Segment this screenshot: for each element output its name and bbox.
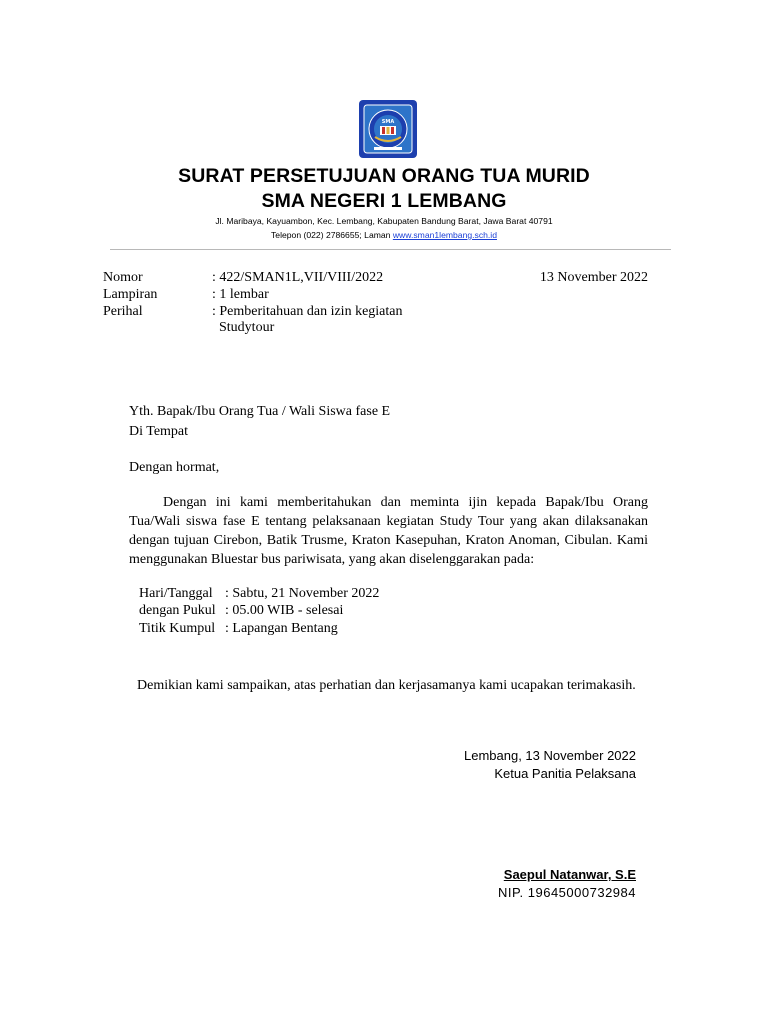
- detail-value: : 05.00 WIB - selesai: [225, 603, 344, 618]
- perihal-label: Perihal: [103, 304, 143, 319]
- letter-date: 13 November 2022: [539, 270, 648, 285]
- perihal-value-cont: Studytour: [219, 320, 275, 335]
- detail-label: Titik Kumpul: [139, 621, 216, 636]
- nomor-value: : 422/SMAN1L,VII/VIII/2022: [212, 270, 384, 285]
- body-paragraph: Dengan ini kami memberitahukan dan meminta ijin kepada Bapak/Ibu Orang Tua/Wali siswa fase E tentang pelaksanaan kegiatan Study Tour yang akan dilaksanakan dengan tujuan Cirebon, Batik Trusme, Kraton Kasepuhan, Kraton Anoman, Cibulan. Kami menggunakan Bluestar bus pariwisata, yang akan diselenggarakan pada:: [129, 495, 648, 567]
- signatory-name: Saepul Natanwar, S.E: [503, 867, 636, 882]
- detail-value: : Sabtu, 21 November 2022: [225, 586, 380, 601]
- signature-place-date: Lembang, 13 November 2022: [463, 748, 636, 763]
- school-contact: [0, 230, 768, 240]
- closing-sentence: Demikian kami sampaikan, atas perhatian dan kerjasamanya kami ucapakan terimakasih.: [137, 678, 636, 693]
- detail-label: Hari/Tanggal: [139, 586, 213, 601]
- salutation: Dengan hormat,: [129, 460, 220, 475]
- detail-value: : Lapangan Bentang: [225, 621, 338, 636]
- signature-position: Ketua Panitia Pelaksana: [494, 766, 636, 781]
- lampiran-value: : 1 lembar: [212, 287, 269, 302]
- nomor-label: Nomor: [103, 270, 143, 285]
- logo-text: SMA: [381, 119, 395, 125]
- header-divider: [110, 249, 671, 250]
- school-name: SMA NEGERI 1 LEMBANG: [261, 190, 507, 212]
- recipient-place: Di Tempat: [129, 424, 189, 439]
- school-address: Jl. Maribaya, Kayuambon, Kec. Lembang, Kabupaten Bandung Barat, Jawa Barat 40791: [215, 216, 553, 226]
- signatory-nip: NIP. 19645000732984: [498, 885, 636, 900]
- perihal-value: : Pemberitahuan dan izin kegiatan: [212, 304, 403, 319]
- detail-label: dengan Pukul: [139, 603, 216, 618]
- school-logo-icon: [358, 99, 418, 159]
- document-title: SURAT PERSETUJUAN ORANG TUA MURID: [178, 165, 590, 187]
- website-link[interactable]: www.sman1lembang.sch.id: [392, 230, 497, 240]
- recipient-line: Yth. Bapak/Ibu Orang Tua / Wali Siswa fase E: [129, 404, 391, 419]
- phone-text: Telepon (022) 2786655; Laman: [271, 230, 393, 240]
- lampiran-label: Lampiran: [103, 287, 158, 302]
